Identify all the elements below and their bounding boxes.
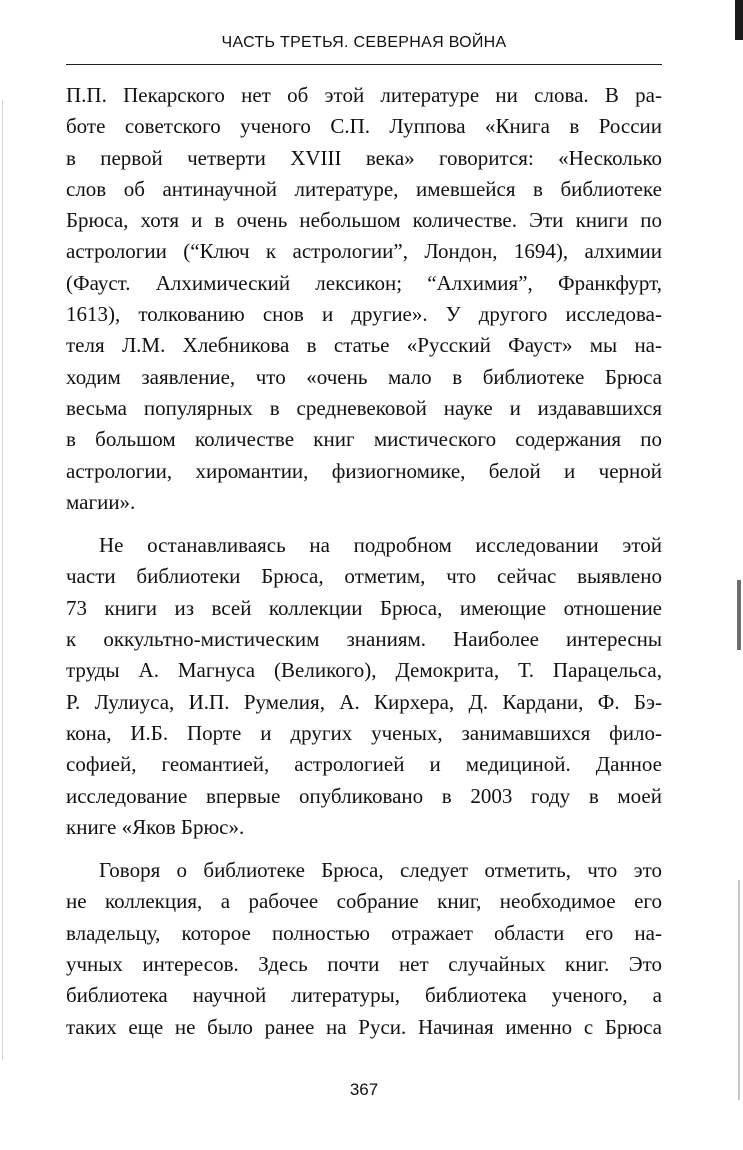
scan-edge-mark (2, 100, 3, 1060)
text-line: в первой четверти XVIII века» говорится: «Несколько (66, 145, 662, 170)
text-line: астрологии (“Ключ к астрологии”, Лондон, 1694), алхимии (66, 239, 662, 264)
scan-edge-mark (735, 0, 743, 40)
text-line: слов об антинаучной литературе, имевшейся в библиотеке (66, 176, 662, 201)
paragraph-3 (66, 855, 662, 1043)
text-line: в большом количестве книг мистического содержания по (66, 427, 662, 452)
text-line: таких еще не было ранее на Руси. Начиная именно с Брюса (66, 1014, 662, 1039)
text-line: к оккультно-мистическим знаниям. Наиболее интересны (66, 627, 662, 652)
text-line: учных интересов. Здесь почти нет случайных книг. Это (66, 952, 662, 977)
text-line: (Фауст. Алхимический лексикон; “Алхимия”, Франкфурт, (66, 270, 662, 295)
text-line: части библиотеки Брюса, отметим, что сейчас выявлено (66, 564, 662, 589)
text-line: исследование впервые опубликовано в 2003 году в моей (66, 783, 662, 808)
text-line: 73 книги из всей коллекции Брюса, имеющие отношение (66, 595, 662, 620)
text-line: не коллекция, а рабочее собрание книг, необходимое его (66, 889, 662, 914)
text-line: труды А. Магнуса (Великого), Демокрита, Т. Парацельса, (66, 658, 662, 683)
running-head: ЧАСТЬ ТРЕТЬЯ. СЕВЕРНАЯ ВОЙНА (221, 34, 507, 51)
text-line: библиотека научной литературы, библиотека ученого, а (66, 983, 662, 1008)
body-text (66, 80, 662, 1043)
text-line: боте советского ученого С.П. Луппова «Книга в России (66, 114, 662, 139)
text-line: П.П. Пекарского нет об этой литературе ни слова. В ра- (66, 83, 662, 107)
scan-edge-mark (738, 880, 740, 1100)
text-line: астрологии, хиромантии, физиогномике, белой и черной (66, 458, 662, 483)
text-line: ходим заявление, что «очень мало в библиотеке Брюса (66, 364, 662, 389)
page-number: 367 (349, 1080, 379, 1099)
text-line: 1613), толкованию снов и другие». У другого исследова- (66, 302, 662, 327)
text-line: весьма популярных в средневековой науке и издававшихся (66, 395, 662, 420)
text-line: Говоря о библиотеке Брюса, следует отметить, что это (99, 858, 662, 883)
header-rule (66, 64, 662, 65)
text-line: Не останавливаясь на подробном исследовании этой (99, 533, 662, 558)
text-line: кона, И.Б. Порте и других ученых, занимавшихся фило- (66, 720, 662, 745)
scan-edge-mark (737, 580, 741, 650)
text-line: владельцу, которое полностью отражает области его на- (66, 920, 662, 945)
text-line: Брюса, хотя и в очень небольшом количестве. Эти книги по (66, 208, 662, 233)
text-line: книге «Яков Брюс». (66, 814, 245, 839)
paragraph-1 (66, 80, 662, 518)
paragraph-2 (66, 530, 662, 843)
text-line: софией, геомантией, астрологией и медициной. Данное (66, 752, 662, 777)
text-line: теля Л.М. Хлебникова в статье «Русский Фауст» мы на- (66, 333, 662, 358)
text-line: магии». (66, 489, 136, 514)
text-line: Р. Лулиуса, И.П. Румелия, А. Кирхера, Д. Кардани, Ф. Бэ- (66, 689, 662, 714)
